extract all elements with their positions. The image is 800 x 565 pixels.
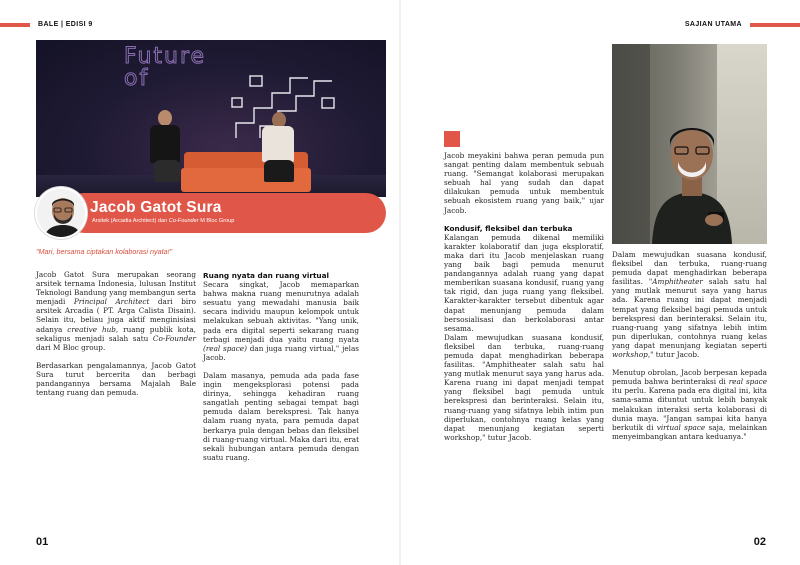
- paragraph: Jacob Gatot Sura merupakan seorang arsitek ternama Indonesia, lulusan Institut Teknologi Bandung yang membangun serta menjadi Principal Architect dari biro arsitek Arcadia ( PT. Arga Calista Disain). Selain itu, beliau juga aktif menginisiasi adanya creative hub, ruang publik kota, sekaligus menjadi salah satu Co-Founder dari M Bloc group.: [36, 270, 196, 352]
- speaker-man-body: [150, 125, 180, 163]
- speaker-man-head: [158, 110, 172, 126]
- portrait-figure: [612, 44, 767, 244]
- paragraph: Berdasarkan pengalamannya, Jacob Gatot Sura turut bercerita dan berbagi pandangannya bersama Majalah Bale tentang ruang dan pemuda.: [36, 360, 196, 398]
- magazine-edition-label: BALE | EDISI 9: [38, 21, 93, 28]
- section-heading: Kondusif, fleksibel dan terbuka: [444, 223, 573, 233]
- article-column-1: [36, 270, 196, 406]
- profile-role: Arsitek (Arcadia Architect) dan Co-Founder M Bloc Group: [92, 218, 235, 224]
- paragraph: Kalangan pemuda dikenal memiliki karakter kolaboratif dan juga eksploratif, maka dari itu Jacob menjelaskan ruang yang baik bagi pemuda menurut pandangannya adalah ruang yang dapat memberikan suasana kondusif, ruang yang tak rigid, dan juga ruang yang fleksibel. Karakter-karakter tersebut dibentuk agar dapat menunjang pemuda dalam bersosialisasi dan berkolaborasi antar sesama.: [444, 232, 604, 333]
- accent-square: [444, 131, 460, 147]
- speaker-woman-legs: [264, 160, 294, 182]
- paragraph: Dalam mewujudkan suasana kondusif, fleksibel dan terbuka, ruang-ruang pemuda dapat menghadirkan beberapa fasilitas. "Amphitheater salah satu hal yang mutlak menurut saya yang harus ada. Karena ruang ini dapat menjadi tempat yang fleksibel bagi pemuda untuk berekspresi dan berinteraksi. Selain itu, ruang-ruang yang sifatnya lebih intim pun diperlukan, contohnya ruang kelas yang dapat menunjang kegiatan seperti workshop," tutur Jacob.: [444, 332, 604, 442]
- profile-name: Jacob Gatot Sura: [90, 199, 222, 216]
- article-column-4: [612, 250, 767, 450]
- speaker-man-legs: [154, 160, 180, 182]
- article-column-2: [203, 271, 359, 471]
- header-accent-bar-left: [0, 23, 30, 27]
- header-accent-bar-right: [750, 23, 800, 27]
- page-spine: [399, 0, 401, 565]
- section-label: SAJIAN UTAMA: [684, 21, 742, 28]
- speaker-woman: [258, 112, 296, 184]
- stage-backdrop-text: Future of: [124, 44, 207, 91]
- section-heading: Ruang nyata dan ruang virtual: [203, 271, 330, 280]
- paragraph: Menutup obrolan, Jacob berpesan kepada pemuda bahwa berinteraksi di real space itu perlu. Karena pada era digital ini, kita sama-sama dituntut untuk lebih banyak melakukan interaksi serta kolaborasi di dunia maya. "Jangan sampai kita hanya berkutik di virtual space saja, melainkan menyeimbangkan antara keduanya.": [612, 368, 767, 441]
- speaker-woman-body: [262, 126, 294, 162]
- paragraph: Secara singkat, Jacob memaparkan bahwa makna ruang menurutnya adalah sesuatu yang mewadahi manusia baik secara individu maupun kelompok untuk melakukan sebuah aktivitas. "Yang unik, pada era digital seperti sekarang ruang terbagi menjadi dua yaitu ruang nyata (real space) dan juga ruang virtual," jelas Jacob.: [203, 280, 359, 362]
- pull-quote: "Mari, bersama ciptakan kolaborasi nyata!": [36, 247, 173, 256]
- speaker-man: [148, 110, 184, 180]
- article-column-3: [444, 151, 604, 451]
- stage-photo: [36, 40, 386, 197]
- portrait-photo: [612, 44, 767, 244]
- paragraph: Jacob meyakini bahwa peran pemuda pun sangat penting dalam membentuk sebuah ruang. "Semangat kolaborasi merupakan sebuah hal yang sudah dan dapat dilakukan pemuda untuk membentuk sebuah ekosistem ruang yang baik," ujar Jacob.: [444, 151, 604, 215]
- profile-avatar: [35, 187, 87, 239]
- paragraph: Dalam masanya, pemuda ada pada fase ingin mengeksplorasi potensi pada dirinya, sehingga kehadiran ruang sangatlah penting sebagai tempat bagi pemuda dalam berekspresi. Tak hanya dalam ruang nyata, para pemuda dapat berkarya pula dengan bebas dan fleksibel di ruang-ruang virtual. Maka dari itu, erat sekali hubungan antara pemuda dengan suatu ruang.: [203, 370, 359, 462]
- paragraph: Dalam mewujudkan suasana kondusif, fleksibel dan terbuka, ruang-ruang pemuda dapat menghadirkan beberapa fasilitas. "Amphitheater salah satu hal yang mutlak menurut saya yang harus ada. Karena ruang ini dapat menjadi tempat yang fleksibel bagi pemuda untuk berekspresi dan berinteraksi. Selain itu, ruang-ruang yang sifatnya lebih intim pun diperlukan, contohnya ruang kelas yang dapat menunjang kegiatan seperti workshop," tutur Jacob.: [612, 250, 767, 360]
- page-number-right: 02: [753, 536, 766, 548]
- page-number-left: 01: [36, 536, 49, 548]
